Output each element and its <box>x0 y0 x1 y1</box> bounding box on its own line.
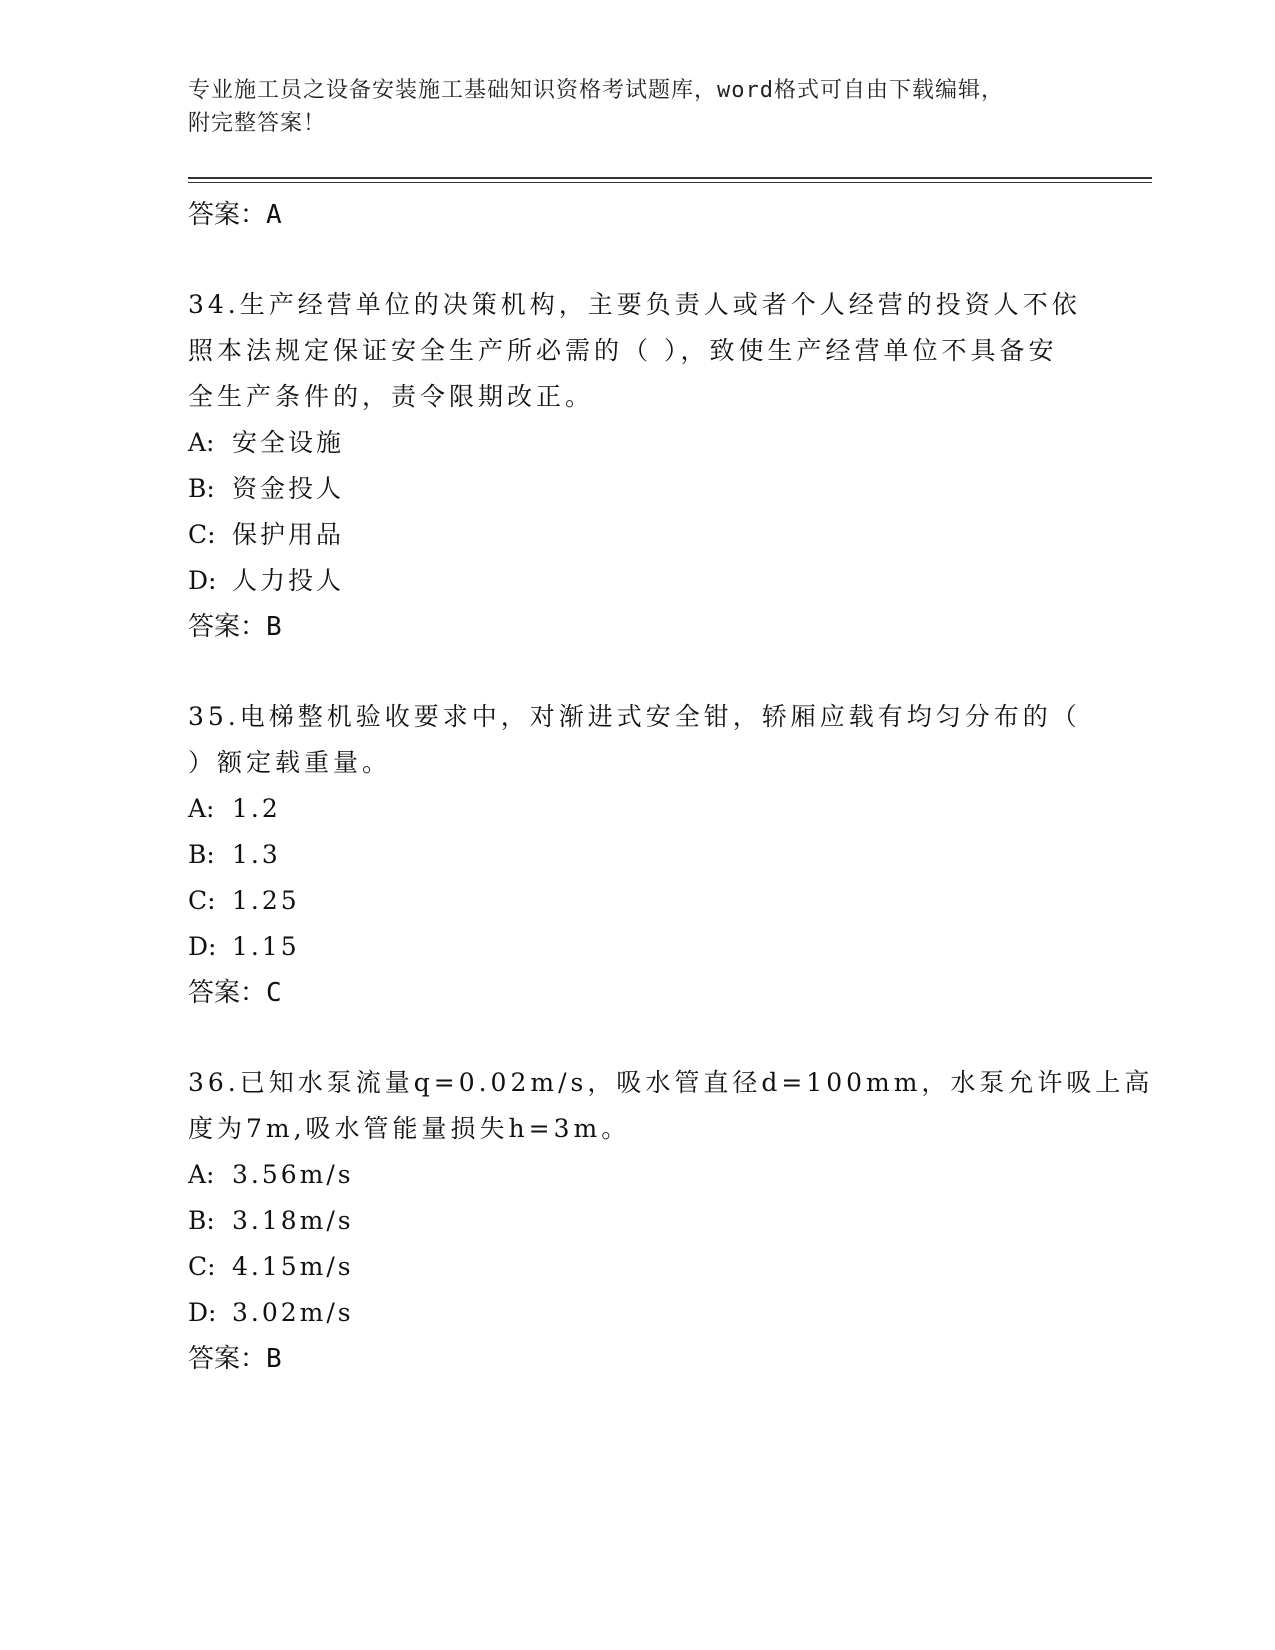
option-key: B: <box>188 840 215 869</box>
question-text-line: 34.生产经营单位的决策机构，主要负责人或者个人经营的投资人不依 <box>188 290 1081 319</box>
option-c <box>188 878 1078 924</box>
option-key: B: <box>188 474 215 503</box>
question-text-line: 照本法规定保证安全生产所必需的（ ），致使生产经营单位不具备安 <box>188 336 1058 365</box>
option-text: 1.25 <box>232 886 300 915</box>
header-line-2: 附完整答案！ <box>188 111 327 136</box>
option-text: 4.15m/s <box>232 1252 354 1281</box>
option-d <box>188 558 1078 604</box>
document-header <box>188 74 1068 140</box>
option-text: 1.2 <box>232 794 281 823</box>
option-key: D: <box>188 566 217 595</box>
option-key: A: <box>188 1160 215 1189</box>
header-divider-thin <box>188 182 1152 183</box>
option-c <box>188 1244 1078 1290</box>
option-text: 3.18m/s <box>232 1206 354 1235</box>
option-text: 3.02m/s <box>232 1298 354 1327</box>
option-a <box>188 786 1078 832</box>
answer: 答案：C <box>188 978 282 1008</box>
option-d <box>188 924 1078 970</box>
header-line-1: 专业施工员之设备安装施工基础知识资格考试题库，word格式可自由下载编辑， <box>188 78 1004 103</box>
option-b <box>188 466 1078 512</box>
question-35 <box>188 694 1081 1016</box>
answer: 答案：B <box>188 1344 282 1374</box>
question-text-line: 全生产条件的，责令限期改正。 <box>188 382 595 411</box>
option-key: B: <box>188 1206 215 1235</box>
option-key: A: <box>188 794 215 823</box>
option-text: 保护用品 <box>232 520 345 549</box>
option-text: 人力投人 <box>232 566 345 595</box>
option-key: C: <box>188 520 216 549</box>
question-text-line: ）额定载重量。 <box>188 748 392 777</box>
option-b <box>188 1198 1078 1244</box>
option-b <box>188 832 1078 878</box>
option-key: C: <box>188 1252 216 1281</box>
option-key: D: <box>188 1298 217 1327</box>
option-key: D: <box>188 932 217 961</box>
option-text: 资金投人 <box>232 474 345 503</box>
option-key: C: <box>188 886 216 915</box>
option-a <box>188 420 1078 466</box>
option-text: 3.56m/s <box>232 1160 354 1189</box>
question-text-line: 35.电梯整机验收要求中，对渐进式安全钳，轿厢应载有均匀分布的（ <box>188 702 1081 731</box>
option-c <box>188 512 1078 558</box>
question-34 <box>188 282 1081 650</box>
option-key: A: <box>188 428 215 457</box>
header-divider-thick <box>188 177 1152 179</box>
question-text-line: 度为7m,吸水管能量损失h=3m。 <box>188 1114 631 1143</box>
option-d <box>188 1290 1078 1336</box>
question-text-line: 36.已知水泵流量q=0.02m/s，吸水管直径d=100mm，水泵允许吸上高 <box>188 1068 1154 1097</box>
question-list <box>188 188 1154 1382</box>
question-36 <box>188 1060 1154 1382</box>
option-text: 1.3 <box>232 840 281 869</box>
option-text: 安全设施 <box>232 428 345 457</box>
previous-answer: 答案：A <box>188 200 282 230</box>
answer: 答案：B <box>188 612 282 642</box>
option-text: 1.15 <box>232 932 300 961</box>
option-a <box>188 1152 1078 1198</box>
